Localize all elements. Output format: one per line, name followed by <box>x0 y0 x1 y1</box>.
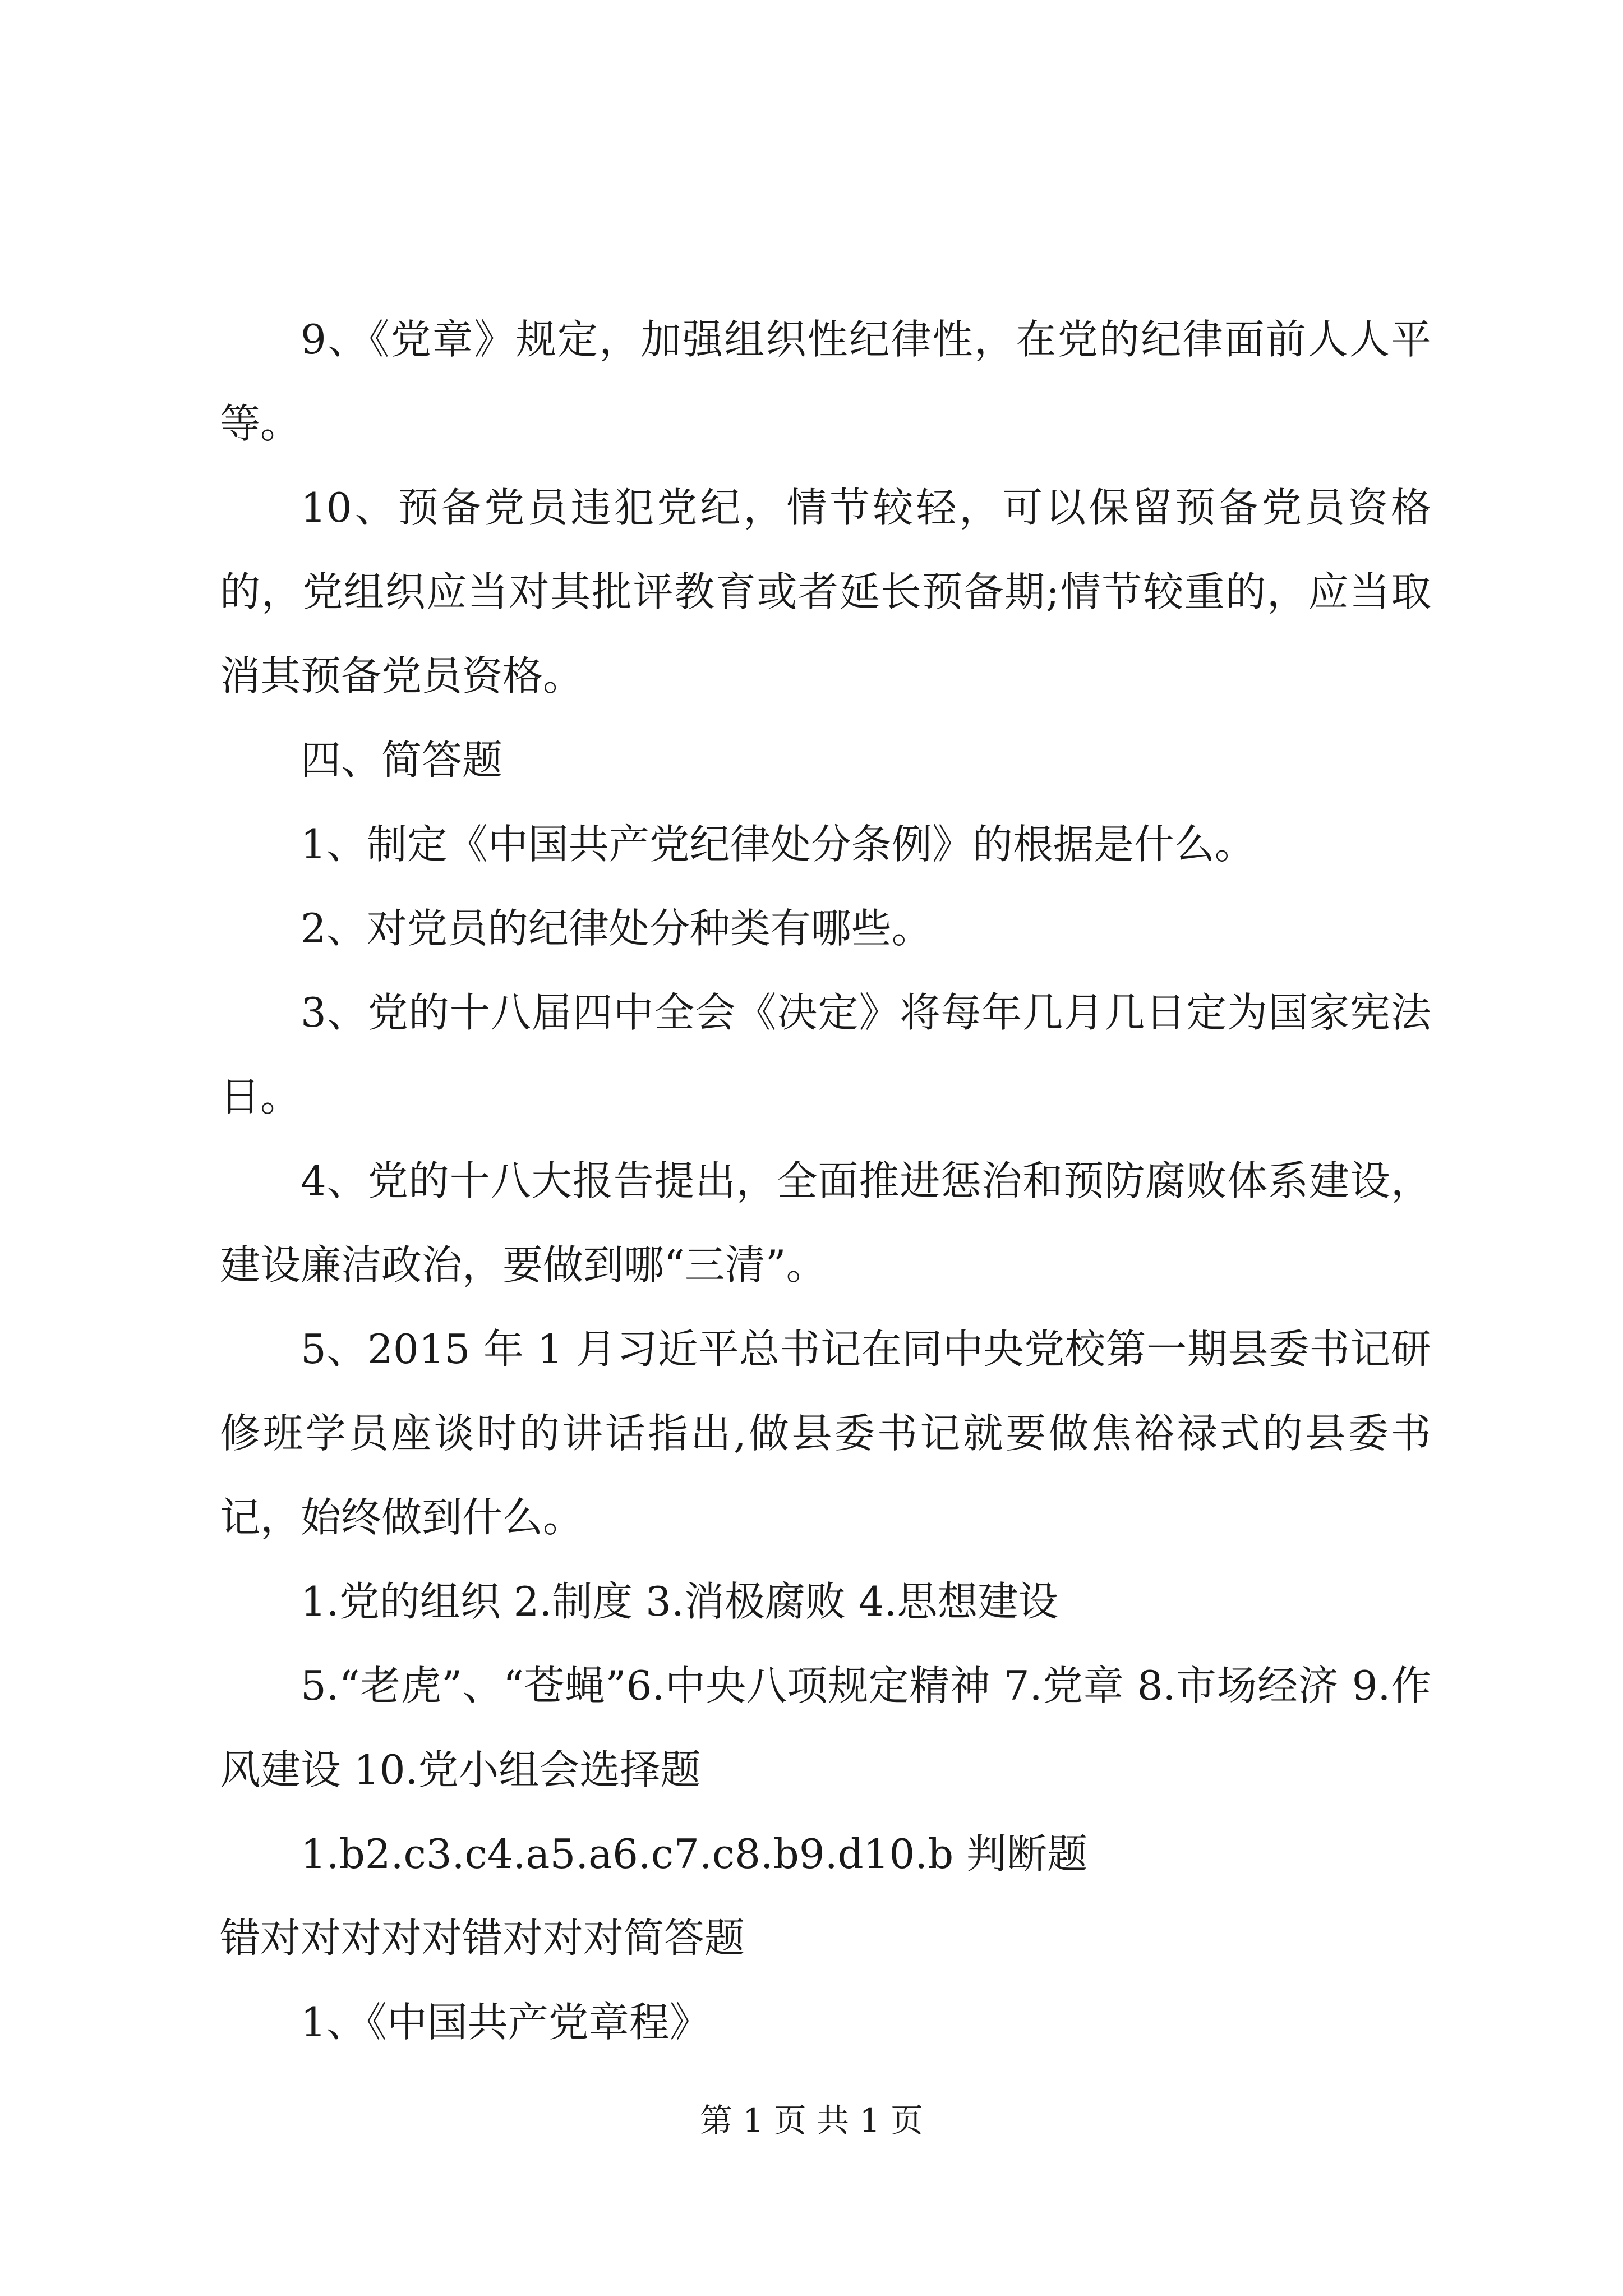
answers-true-false: 错对对对对对错对对对简答题 <box>220 1915 745 1962</box>
answers-fill-in-1: 1.党的组织 2.制度 3.消极腐败 4.思想建设 <box>301 1578 1059 1625</box>
answers-fill-in-2: 5.“老虎”、“苍蝇”6.中央八项规定精神 7.党章 8.市场经济 9.作风建设 10.党小组会选择题 <box>220 1662 1431 1793</box>
question-4: 4、党的十八大报告提出，全面推进惩治和预防腐败体系建设，建设廉洁政治，要做到哪“三清”。 <box>220 1157 1431 1289</box>
page-footer <box>0 2098 1623 2143</box>
paragraph-item-9: 9、《党章》规定，加强组织性纪律性，在党的纪律面前人人平等。 <box>220 316 1431 447</box>
question-5: 5、2015 年 1 月习近平总书记在同中央党校第一期县委书记研修班学员座谈时的讲话指出,做县委书记就要做焦裕禄式的县委书记，始终做到什么。 <box>220 1326 1431 1541</box>
paragraph-item-10: 10、预备党员违犯党纪，情节较轻，可以保留预备党员资格的，党组织应当对其批评教育或者延长预备期;情节较重的，应当取消其预备党员资格。 <box>220 484 1431 700</box>
answers-multiple-choice: 1.b2.c3.c4.a5.a6.c7.c8.b9.d10.b 判断题 <box>301 1830 1088 1878</box>
answers-short-answer-1: 1、《中国共产党章程》 <box>301 1999 710 2046</box>
question-2: 2、对党员的纪律处分种类有哪些。 <box>301 905 932 952</box>
question-3: 3、党的十八届四中全会《决定》将每年几月几日定为国家宪法日。 <box>220 989 1431 1120</box>
section-heading-short-answer: 四、简答题 <box>301 737 503 784</box>
document-body <box>220 297 1431 2064</box>
question-1: 1、制定《中国共产党纪律处分条例》的根据是什么。 <box>301 821 1255 868</box>
page-number-label: 第 1 页 共 1 页 <box>700 2101 923 2139</box>
